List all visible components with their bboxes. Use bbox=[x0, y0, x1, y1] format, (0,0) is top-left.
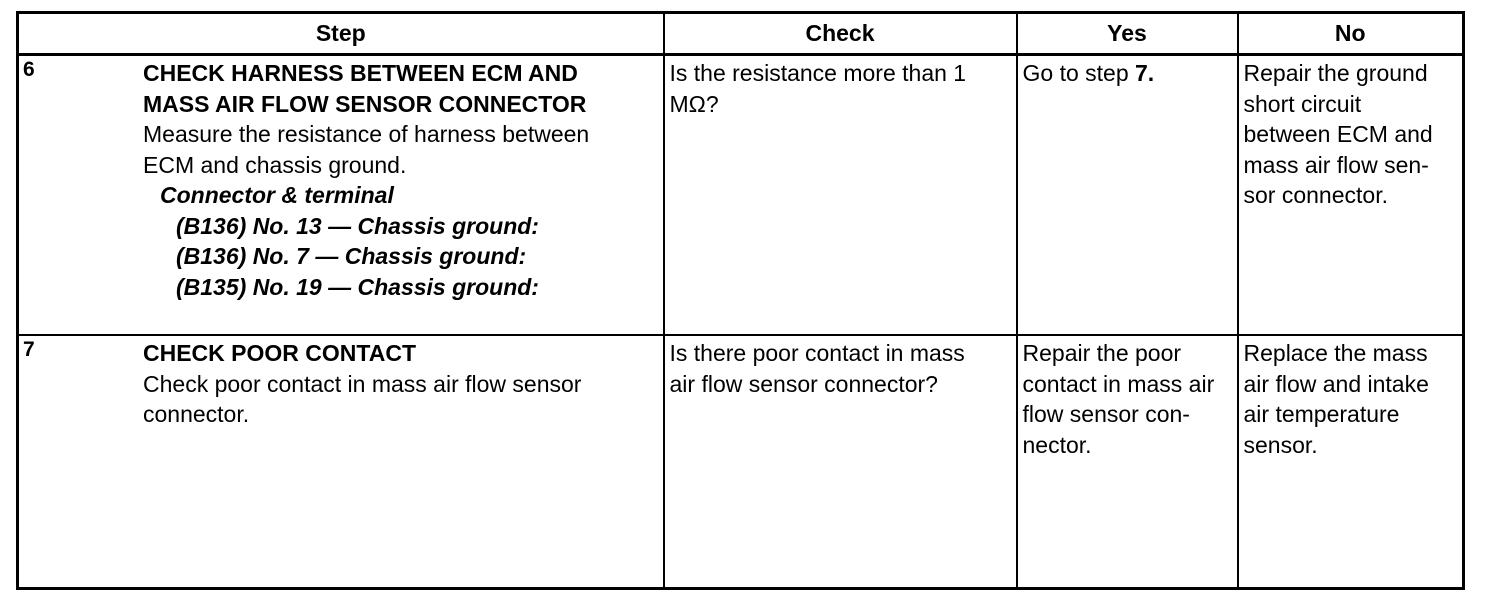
yes-text: contact in mass air bbox=[1022, 370, 1215, 397]
no-text: Replace the mass bbox=[1243, 340, 1428, 366]
terminal-item: (B136) No. 7 — Chassis ground: bbox=[176, 243, 527, 269]
yes-text: flow sensor con- bbox=[1022, 401, 1190, 427]
step-description: Check poor contact in mass air flow sensor bbox=[143, 370, 582, 397]
yes-cell bbox=[1017, 55, 1238, 336]
no-text: Repair the ground bbox=[1243, 60, 1428, 86]
check-text: Is there poor contact in mass bbox=[669, 340, 965, 366]
no-text: mass air flow sen- bbox=[1243, 151, 1429, 178]
step-title: MASS AIR FLOW SENSOR CONNECTOR bbox=[143, 90, 587, 117]
step-number: 6 bbox=[23, 58, 35, 81]
no-text: air temperature bbox=[1243, 401, 1400, 427]
terminal-item: (B135) No. 19 — Chassis ground: bbox=[176, 273, 539, 300]
table-row bbox=[18, 335, 1464, 589]
terminal-item: (B136) No. 13 — Chassis ground: bbox=[176, 212, 539, 239]
table-row bbox=[18, 55, 1464, 336]
step-description: Measure the resistance of harness between bbox=[143, 121, 590, 147]
header-no: No bbox=[1238, 13, 1464, 55]
no-text: between ECM and bbox=[1243, 121, 1433, 147]
step-cell bbox=[18, 55, 664, 336]
no-cell bbox=[1238, 335, 1464, 589]
step-number: 7 bbox=[23, 338, 35, 361]
diagnostic-table bbox=[16, 11, 1465, 590]
no-text: sensor. bbox=[1243, 431, 1318, 458]
no-text: short circuit bbox=[1243, 90, 1362, 117]
check-text: air flow sensor connector? bbox=[669, 370, 938, 397]
header-check: Check bbox=[664, 13, 1017, 55]
check-text: Is the resistance more than 1 bbox=[669, 60, 967, 86]
header-row bbox=[18, 13, 1464, 55]
step-description: ECM and chassis ground. bbox=[143, 151, 407, 178]
check-text: MΩ? bbox=[669, 90, 719, 117]
yes-text: Go to step bbox=[1022, 60, 1129, 86]
no-cell bbox=[1238, 55, 1464, 336]
yes-cell bbox=[1017, 335, 1238, 589]
yes-text: Repair the poor bbox=[1022, 340, 1182, 366]
header-step: Step bbox=[18, 13, 664, 55]
step-title: CHECK POOR CONTACT bbox=[143, 340, 417, 366]
connector-heading: Connector & terminal bbox=[160, 182, 394, 208]
goto-step-number: 7. bbox=[1135, 60, 1155, 86]
step-description: connector. bbox=[143, 401, 250, 427]
check-cell bbox=[664, 55, 1017, 336]
check-cell bbox=[664, 335, 1017, 589]
step-title: CHECK HARNESS BETWEEN ECM AND bbox=[143, 60, 578, 86]
step-cell bbox=[18, 335, 664, 589]
no-text: sor connector. bbox=[1243, 182, 1388, 208]
header-yes: Yes bbox=[1017, 13, 1238, 55]
no-text: air flow and intake bbox=[1243, 370, 1429, 397]
yes-text: nector. bbox=[1022, 431, 1092, 458]
